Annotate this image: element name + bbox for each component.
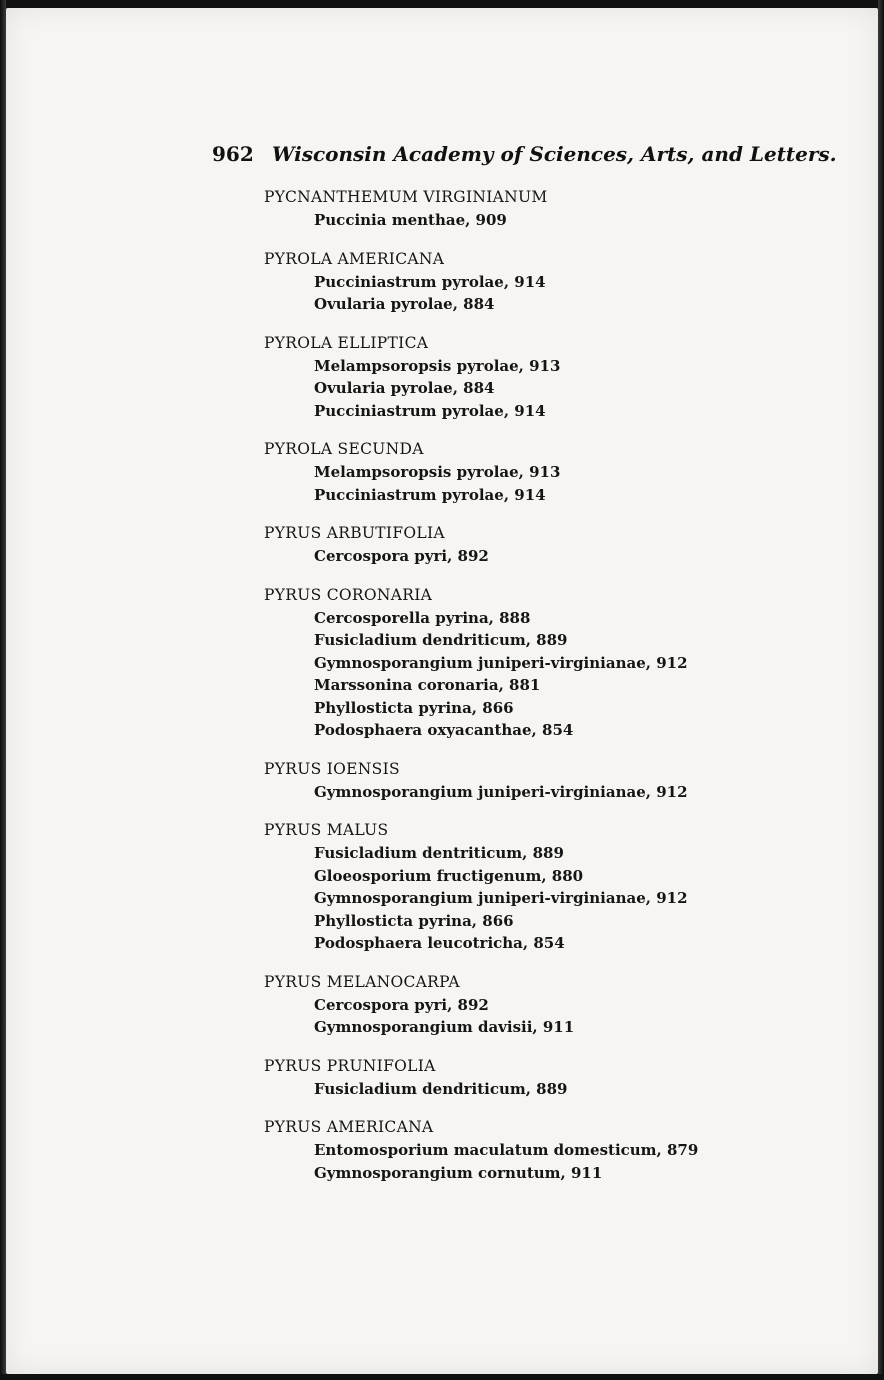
fungus-entry: Fusicladium dendriticum, 889 (314, 1079, 568, 1098)
fungus-entry: Cercospora pyri, 892 (314, 547, 489, 565)
host-entry (264, 1116, 784, 1184)
host-name: PYRUS PRUNIFOLIA (264, 1056, 436, 1075)
fungus-entry: Gymnosporangium juniperi-virginianae, 912 (314, 653, 688, 672)
host-name: PYCNANTHEMUM VIRGINIANUM (264, 188, 548, 206)
fungus-entry: Puccinia menthae, 909 (314, 211, 507, 229)
fungus-entry: Pucciniastrum pyrolae, 914 (314, 272, 546, 291)
fungus-entry: Gymnosporangium juniperi-virginianae, 912 (314, 782, 688, 801)
host-name: PYROLA SECUNDA (264, 440, 424, 458)
fungus-entry: Pucciniastrum pyrolae, 914 (314, 485, 546, 504)
host-entry (264, 1055, 784, 1101)
host-index-list (264, 186, 784, 1200)
fungus-entry: Gymnosporangium cornutum, 911 (314, 1163, 603, 1182)
fungus-entry: Fusicladium dentriticum, 889 (314, 844, 564, 862)
page-number: 962 (212, 142, 254, 166)
host-entry (264, 186, 784, 232)
fungus-entry: Cercospora pyri, 892 (314, 995, 489, 1014)
fungus-entry: Podosphaera leucotricha, 854 (314, 934, 565, 952)
fungus-entry: Fusicladium dendriticum, 889 (314, 631, 568, 649)
host-entry (264, 819, 784, 955)
fungus-entry: Phyllosticta pyrina, 866 (314, 698, 514, 717)
host-entry (264, 758, 784, 804)
host-name: PYRUS CORONARIA (264, 585, 433, 604)
fungus-entry: Ovularia pyrolae, 884 (314, 379, 495, 397)
fungus-entry: Marssonina coronaria, 881 (314, 676, 541, 694)
host-entry (264, 438, 784, 506)
host-entry (264, 248, 784, 316)
host-name: PYRUS AMERICANA (264, 1118, 434, 1136)
fungus-entry: Ovularia pyrolae, 884 (314, 295, 495, 313)
host-name: PYRUS IOENSIS (264, 759, 400, 778)
host-entry (264, 971, 784, 1039)
running-title: Wisconsin Academy of Sciences, Arts, and Letters. (272, 142, 837, 166)
host-entry (264, 522, 784, 568)
fungus-entry: Gloeosporium fructigenum, 880 (314, 866, 584, 885)
host-entry (264, 584, 784, 742)
fungus-entry: Melampsoropsis pyrolae, 913 (314, 356, 561, 375)
fungus-entry: Entomosporium maculatum domesticum, 879 (314, 1141, 699, 1159)
scan-border-top (0, 0, 884, 8)
host-entry (264, 332, 784, 423)
host-name: PYROLA ELLIPTICA (264, 333, 429, 352)
host-name: PYRUS MELANOCARPA (264, 972, 460, 991)
fungus-entry: Cercosporella pyrina, 888 (314, 608, 531, 627)
fungus-entry: Phyllosticta pyrina, 866 (314, 911, 514, 930)
scan-border-right (878, 0, 884, 1380)
fungus-entry: Gymnosporangium davisii, 911 (314, 1018, 575, 1036)
page-header (212, 140, 837, 174)
fungus-entry: Pucciniastrum pyrolae, 914 (314, 401, 546, 420)
host-name: PYRUS MALUS (264, 821, 389, 839)
scan-border-bottom (0, 1374, 884, 1380)
fungus-entry: Melampsoropsis pyrolae, 913 (314, 463, 561, 481)
fungus-entry: Podosphaera oxyacanthae, 854 (314, 721, 574, 739)
host-name: PYROLA AMERICANA (264, 249, 445, 268)
fungus-entry: Gymnosporangium juniperi-virginianae, 912 (314, 889, 688, 907)
host-name: PYRUS ARBUTIFOLIA (264, 524, 445, 542)
